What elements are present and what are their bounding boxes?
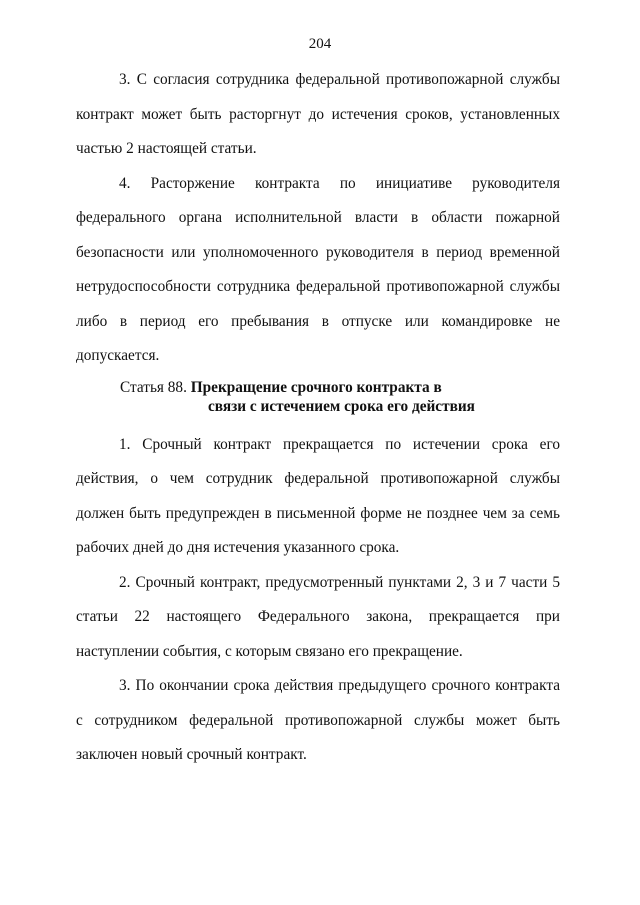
page-number: 204 — [308, 36, 332, 52]
paragraph-article-88-part-1: 1. Срочный контракт прекращается по истечении срока его действия, о чем сотрудник федеральной противопожарной службы должен быть предупрежден в письменной форме не позднее чем за семь рабочих дней до дня истечения указанного срока. — [76, 435, 560, 556]
article-title-line2: связи с истечением срока его действия — [208, 397, 475, 415]
article-number: Статья 88. — [120, 378, 187, 396]
paragraph-article-88-part-2: 2. Срочный контракт, предусмотренный пунктами 2, 3 и 7 части 5 статьи 22 настоящего Федерального закона, прекращается при наступлении события, с которым связано его прекращение. — [76, 573, 560, 660]
document-body — [76, 63, 560, 773]
article-title-line1: Прекращение срочного контракта в — [190, 378, 442, 396]
paragraph-part-4: 4. Расторжение контракта по инициативе руководителя федерального органа исполнительной власти в области пожарной безопасности или уполномоченного руководителя в период временной нетрудоспособности сотрудника федеральной противопожарной службы либо в период его пребывания в отпуске или командировке не допускается. — [76, 174, 560, 364]
article-heading — [76, 378, 560, 416]
paragraph-part-3: 3. С согласия сотрудника федеральной противопожарной службы контракт может быть расторгнут до истечения сроков, установленных частью 2 настоящей статьи. — [76, 71, 560, 157]
paragraph-article-88-part-3: 3. По окончании срока действия предыдущего срочного контракта с сотрудником федеральной противопожарной службы может быть заключен новый срочный контракт. — [76, 677, 560, 763]
